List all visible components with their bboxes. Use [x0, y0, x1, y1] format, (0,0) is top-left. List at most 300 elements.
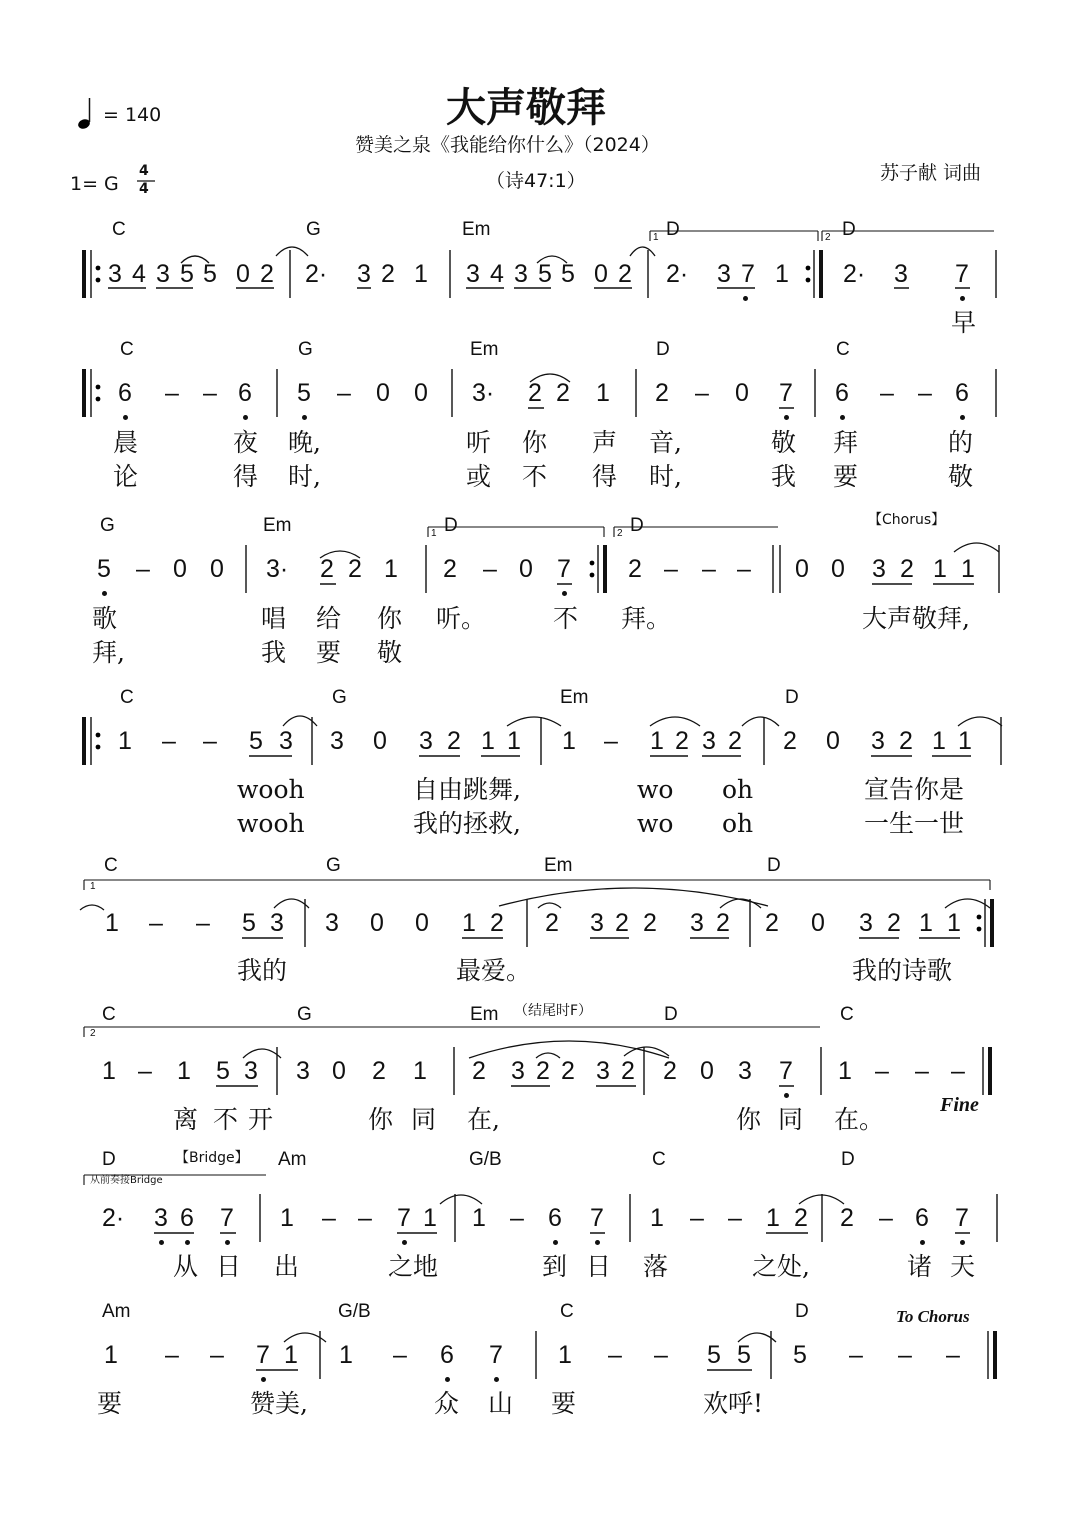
lyric-text: 诸	[907, 1252, 933, 1281]
jianpu-note: 0	[735, 379, 749, 407]
jianpu-note: 2	[716, 909, 730, 937]
jianpu-note: 3	[596, 1057, 610, 1085]
composer-credit: 苏子献 词曲	[880, 162, 982, 184]
jianpu-note: –	[393, 1341, 407, 1369]
jianpu-note: –	[210, 1341, 224, 1369]
repeat-dot	[96, 733, 101, 738]
lyric-text: 声	[592, 428, 618, 457]
lyric-text: 大声敬拜,	[862, 604, 970, 633]
jianpu-note: –	[510, 1204, 524, 1232]
chord-symbol: C	[112, 219, 126, 240]
jianpu-note: 1	[280, 1204, 294, 1232]
octave-dot	[445, 1377, 450, 1382]
jianpu-note: –	[849, 1341, 863, 1369]
jianpu-note: 6	[835, 379, 849, 407]
chord-symbol: D	[842, 219, 856, 240]
jianpu-note: 1	[919, 909, 933, 937]
jianpu-note: –	[702, 555, 716, 583]
chord-symbol: C	[652, 1149, 666, 1170]
jianpu-note: 3	[244, 1057, 258, 1085]
jianpu-note: 1	[414, 260, 428, 288]
jianpu-note: 1	[650, 1204, 664, 1232]
lyric-text: 出	[274, 1252, 300, 1281]
jianpu-note: 5	[561, 260, 575, 288]
jianpu-note: –	[737, 555, 751, 583]
jianpu-note: 7	[955, 1204, 969, 1232]
lyric-text: 我的拯救,	[413, 809, 521, 838]
jianpu-note: 2	[490, 909, 504, 937]
jianpu-note: 2·	[102, 1204, 125, 1232]
repeat-dot	[96, 278, 101, 283]
slur	[507, 717, 561, 726]
lyric-text: 一生一世	[864, 809, 965, 838]
chord-symbol: G	[326, 855, 341, 876]
chord-symbol: Em	[462, 219, 491, 240]
jianpu-note: 7	[741, 260, 755, 288]
jianpu-note: 1	[596, 379, 610, 407]
jianpu-note: 6	[955, 379, 969, 407]
lyric-text: wooh	[237, 809, 305, 838]
jianpu-note: 1	[118, 727, 132, 755]
slur	[440, 1195, 482, 1204]
jianpu-note: 5	[793, 1341, 807, 1369]
volta-number: 2	[825, 232, 831, 243]
jianpu-note: 5	[249, 727, 263, 755]
jianpu-note: 7	[220, 1204, 234, 1232]
jianpu-note: 7	[557, 555, 571, 583]
chord-symbol: G/B	[338, 1301, 371, 1322]
jianpu-note: 1	[961, 555, 975, 583]
lyric-text: 你	[377, 604, 403, 633]
lyric-text: 音,	[649, 428, 682, 457]
octave-dot	[261, 1377, 266, 1382]
octave-dot	[402, 1240, 407, 1245]
jianpu-note: 1	[105, 909, 119, 937]
jianpu-note: 3·	[472, 379, 495, 407]
lyric-text: 日	[216, 1252, 242, 1281]
repeat-dot	[806, 278, 811, 283]
octave-dot	[159, 1240, 164, 1245]
jianpu-note: 6	[915, 1204, 929, 1232]
jianpu-note: 2	[675, 727, 689, 755]
lyric-text: 拜。	[621, 604, 672, 633]
jianpu-note: 3	[154, 1204, 168, 1232]
lyric-text: 在,	[467, 1105, 500, 1134]
jianpu-note: –	[162, 727, 176, 755]
jianpu-note: 6	[180, 1204, 194, 1232]
jianpu-note: 3	[466, 260, 480, 288]
jianpu-note: 1	[775, 260, 789, 288]
jianpu-note: –	[875, 1057, 889, 1085]
jianpu-note: 0	[826, 727, 840, 755]
jianpu-note: 0	[831, 555, 845, 583]
lyric-text: oh	[722, 809, 754, 838]
jianpu-note: 1	[838, 1057, 852, 1085]
jianpu-note: 3	[279, 727, 293, 755]
jianpu-note: 0	[373, 727, 387, 755]
lyric-text: oh	[722, 775, 754, 804]
jianpu-note: –	[483, 555, 497, 583]
chord-symbol: G/B	[469, 1149, 502, 1170]
jianpu-note: 3	[702, 727, 716, 755]
octave-dot	[960, 1240, 965, 1245]
chord-symbol: Am	[102, 1301, 131, 1322]
chord-symbol: Em	[470, 1004, 499, 1025]
lyric-text: 我	[771, 462, 797, 491]
lyric-text: 不	[553, 604, 579, 633]
octave-dot	[123, 415, 128, 420]
jianpu-note: 2	[447, 727, 461, 755]
bridge-note: 从前奏接Bridge	[90, 1175, 163, 1186]
lyric-text: 拜	[833, 428, 859, 457]
jianpu-note: 1	[384, 555, 398, 583]
lyric-text: 同	[411, 1105, 437, 1134]
jianpu-note: 2·	[305, 260, 328, 288]
jianpu-note: –	[149, 909, 163, 937]
jianpu-note: 5	[180, 260, 194, 288]
jianpu-note: –	[918, 379, 932, 407]
jianpu-note: 1	[177, 1057, 191, 1085]
chord-symbol: D	[785, 687, 799, 708]
jianpu-note: 7	[397, 1204, 411, 1232]
lyric-text: 我的诗歌	[852, 956, 953, 985]
jianpu-note: 2	[372, 1057, 386, 1085]
jianpu-note: 1	[507, 727, 521, 755]
jianpu-note: 0	[210, 555, 224, 583]
chord-symbol: Em	[544, 855, 573, 876]
repeat-dot	[96, 385, 101, 390]
jianpu-note: 1	[104, 1341, 118, 1369]
repeat-dot	[806, 266, 811, 271]
chord-symbol: C	[560, 1301, 574, 1322]
slur	[945, 899, 990, 908]
slur	[499, 888, 768, 906]
repeat-dot	[977, 915, 982, 920]
jianpu-note: 7	[489, 1341, 503, 1369]
jianpu-note: 1	[339, 1341, 353, 1369]
lyric-text: 夜	[233, 428, 259, 457]
jianpu-note: 2	[887, 909, 901, 937]
jianpu-note: –	[604, 727, 618, 755]
lyric-text: 敬	[948, 462, 974, 491]
jianpu-note: –	[358, 1204, 372, 1232]
jianpu-note: –	[138, 1057, 152, 1085]
jianpu-note: 3	[156, 260, 170, 288]
fine-mark: Fine	[940, 1094, 979, 1116]
lyric-text: 歌	[92, 604, 118, 633]
jianpu-note: 3	[296, 1057, 310, 1085]
slur	[650, 717, 700, 726]
jianpu-note: 3	[511, 1057, 525, 1085]
octave-dot	[243, 415, 248, 420]
jianpu-note: 2	[545, 909, 559, 937]
volta-number: 1	[653, 232, 659, 243]
jianpu-note: 1	[423, 1204, 437, 1232]
jianpu-note: 0	[332, 1057, 346, 1085]
lyric-text: 晨	[113, 428, 139, 457]
jianpu-note: 2	[621, 1057, 635, 1085]
octave-dot	[102, 591, 107, 596]
jianpu-note: 7	[256, 1341, 270, 1369]
jianpu-note: 0	[795, 555, 809, 583]
slur	[742, 717, 779, 726]
scripture-ref: （诗47:1）	[486, 170, 586, 192]
to-chorus-mark: To Chorus	[896, 1307, 970, 1326]
jianpu-note: –	[728, 1204, 742, 1232]
lyric-text: 之地	[388, 1252, 439, 1281]
octave-dot	[960, 296, 965, 301]
jianpu-note: –	[946, 1341, 960, 1369]
slur	[80, 905, 104, 910]
lyric-text: 要	[833, 462, 859, 491]
jianpu-note: 2	[643, 909, 657, 937]
lyric-text: 众	[434, 1389, 460, 1418]
lyric-text: 你	[736, 1105, 762, 1134]
octave-dot	[743, 296, 748, 301]
jianpu-note: 0	[173, 555, 187, 583]
lyric-text: wooh	[237, 775, 305, 804]
jianpu-note: 1	[413, 1057, 427, 1085]
jianpu-note: 3	[419, 727, 433, 755]
chord-symbol: C	[102, 1004, 116, 1025]
jianpu-note: 1	[562, 727, 576, 755]
chord-symbol: D	[656, 339, 670, 360]
chorus-label: 【Chorus】	[868, 512, 946, 528]
ending-note: （结尾时F）	[514, 1003, 593, 1019]
jianpu-note: 0	[811, 909, 825, 937]
lyric-text: 要	[316, 638, 342, 667]
jianpu-note: 2	[900, 555, 914, 583]
lyric-text: 早	[951, 308, 977, 337]
chord-symbol: D	[666, 219, 680, 240]
chord-symbol: Em	[263, 515, 292, 536]
time-sig-bottom: 4	[139, 181, 149, 197]
lyric-text: 同	[778, 1105, 804, 1134]
chord-symbol: D	[664, 1004, 678, 1025]
lyric-text: 得	[233, 462, 259, 491]
lyric-text: wo	[637, 775, 674, 804]
jianpu-note: 2	[899, 727, 913, 755]
jianpu-note: 1	[650, 727, 664, 755]
lyric-text: 到	[542, 1252, 568, 1281]
volta-number: 1	[90, 881, 96, 892]
jianpu-note: 3	[108, 260, 122, 288]
jianpu-note: 2	[663, 1057, 677, 1085]
chord-symbol: G	[332, 687, 347, 708]
chord-symbol: Em	[470, 339, 499, 360]
jianpu-note: –	[915, 1057, 929, 1085]
jianpu-note: –	[165, 1341, 179, 1369]
jianpu-note: 1	[558, 1341, 572, 1369]
chord-symbol: D	[630, 515, 644, 536]
jianpu-note: 5	[707, 1341, 721, 1369]
jianpu-note: 5	[203, 260, 217, 288]
jianpu-note: 4	[132, 260, 146, 288]
jianpu-note: –	[654, 1341, 668, 1369]
jianpu-note: –	[136, 555, 150, 583]
jianpu-note: 1	[472, 1204, 486, 1232]
repeat-dot	[96, 397, 101, 402]
chord-symbol: G	[298, 339, 313, 360]
lyric-text: 我	[261, 638, 287, 667]
slur	[958, 717, 1002, 726]
jianpu-note: 3	[690, 909, 704, 937]
jianpu-note: –	[664, 555, 678, 583]
lyric-text: 不	[522, 462, 548, 491]
chord-symbol: C	[120, 339, 134, 360]
chord-symbol: G	[306, 219, 321, 240]
lyric-text: 敬	[771, 428, 797, 457]
octave-dot	[920, 1240, 925, 1245]
lyric-text: 天	[950, 1252, 976, 1281]
chord-symbol: C	[120, 687, 134, 708]
lyric-text: 之处,	[752, 1252, 810, 1281]
chord-symbol: G	[100, 515, 115, 536]
lyric-text: 时,	[649, 462, 682, 491]
jianpu-note: –	[879, 1204, 893, 1232]
bridge-label: 【Bridge】	[175, 1150, 249, 1166]
lyric-text: 听	[466, 428, 492, 457]
jianpu-note: 0	[594, 260, 608, 288]
jianpu-note: 3	[859, 909, 873, 937]
lyric-text: 欢呼!	[703, 1389, 764, 1418]
lyric-text: 给	[316, 604, 342, 633]
chord-symbol: D	[841, 1149, 855, 1170]
jianpu-note: –	[165, 379, 179, 407]
lyric-text: 你	[368, 1105, 394, 1134]
jianpu-note: 3	[357, 260, 371, 288]
octave-dot	[225, 1240, 230, 1245]
jianpu-note: –	[695, 379, 709, 407]
lyric-text: 得	[592, 462, 618, 491]
jianpu-note: 3	[270, 909, 284, 937]
jianpu-note: 0	[376, 379, 390, 407]
lyric-text: 敬	[377, 638, 403, 667]
jianpu-note: 2	[728, 727, 742, 755]
repeat-dot	[96, 745, 101, 750]
lyric-text: 开	[248, 1105, 274, 1134]
lyric-text: 从	[173, 1252, 199, 1281]
lyric-text: 你	[522, 428, 548, 457]
jianpu-note: –	[337, 379, 351, 407]
jianpu-note: 6	[118, 379, 132, 407]
octave-dot	[302, 415, 307, 420]
song-title: 大声敬拜	[446, 85, 606, 131]
jianpu-note: 1	[933, 555, 947, 583]
jianpu-note: 0	[700, 1057, 714, 1085]
jianpu-note: 1	[932, 727, 946, 755]
jianpu-note: 3	[514, 260, 528, 288]
octave-dot	[595, 1240, 600, 1245]
jianpu-note: 3	[325, 909, 339, 937]
lyric-text: wo	[637, 809, 674, 838]
jianpu-note: 1	[766, 1204, 780, 1232]
lyric-text: 拜,	[92, 638, 125, 667]
jianpu-note: –	[203, 379, 217, 407]
repeat-dot	[977, 927, 982, 932]
jianpu-note: 2	[381, 260, 395, 288]
jianpu-note: 2	[348, 555, 362, 583]
slur	[630, 247, 655, 256]
lyric-text: 或	[466, 462, 492, 491]
jianpu-note: 1	[462, 909, 476, 937]
jianpu-note: 0	[519, 555, 533, 583]
lyric-text: 晚,	[288, 428, 321, 457]
jianpu-note: –	[690, 1204, 704, 1232]
chord-symbol: C	[836, 339, 850, 360]
jianpu-note: –	[898, 1341, 912, 1369]
lyric-text: 不	[213, 1105, 239, 1134]
jianpu-note: 3	[871, 727, 885, 755]
jianpu-note: 2	[765, 909, 779, 937]
jianpu-note: 2·	[843, 260, 866, 288]
lyric-text: 的	[948, 428, 974, 457]
octave-dot	[562, 591, 567, 596]
volta-number: 1	[431, 528, 437, 539]
chord-symbol: C	[104, 855, 118, 876]
jianpu-note: –	[203, 727, 217, 755]
jianpu-note: 2	[472, 1057, 486, 1085]
jianpu-note: 1	[481, 727, 495, 755]
lyric-text: 要	[551, 1389, 577, 1418]
jianpu-note: 5	[737, 1341, 751, 1369]
tempo-mark: = 140	[103, 104, 162, 126]
lyric-text: 我的	[237, 956, 288, 985]
jianpu-note: 0	[414, 379, 428, 407]
slur	[469, 1041, 669, 1058]
jianpu-note: 2	[536, 1057, 550, 1085]
slur	[538, 903, 561, 908]
jianpu-note: 5	[538, 260, 552, 288]
jianpu-note: –	[322, 1204, 336, 1232]
lyric-text: 离	[173, 1105, 199, 1134]
jianpu-note: 2	[320, 555, 334, 583]
jianpu-note: 2	[628, 555, 642, 583]
lyric-text: 听。	[436, 604, 487, 633]
octave-dot	[960, 415, 965, 420]
jianpu-note: 0	[370, 909, 384, 937]
octave-dot	[784, 415, 789, 420]
jianpu-note: 3	[872, 555, 886, 583]
album-subtitle: 赞美之泉《我能给你什么》（2024）	[355, 134, 660, 156]
jianpu-note: 5	[297, 379, 311, 407]
jianpu-note: –	[951, 1057, 965, 1085]
jianpu-note: 0	[236, 260, 250, 288]
chord-symbol: G	[297, 1004, 312, 1025]
jianpu-note: 7	[590, 1204, 604, 1232]
jianpu-note: –	[880, 379, 894, 407]
jianpu-note: 7	[955, 260, 969, 288]
volta-number: 2	[90, 1028, 96, 1039]
jianpu-note: 3	[330, 727, 344, 755]
repeat-dot	[590, 561, 595, 566]
chord-symbol: C	[840, 1004, 854, 1025]
jianpu-note: 6	[440, 1341, 454, 1369]
jianpu-note: 2	[260, 260, 274, 288]
chord-symbol: Em	[560, 687, 589, 708]
lyric-text: 自由跳舞,	[413, 775, 521, 804]
volta-number: 2	[617, 528, 623, 539]
jianpu-note: 3	[717, 260, 731, 288]
jianpu-note: 1	[284, 1341, 298, 1369]
jianpu-note: 5	[216, 1057, 230, 1085]
jianpu-note: 3·	[266, 555, 289, 583]
time-sig-top: 4	[139, 163, 149, 179]
lyric-text: 时,	[288, 462, 321, 491]
jianpu-note: 2	[443, 555, 457, 583]
jianpu-note: 2	[840, 1204, 854, 1232]
lyric-text: 宣告你是	[864, 775, 965, 804]
